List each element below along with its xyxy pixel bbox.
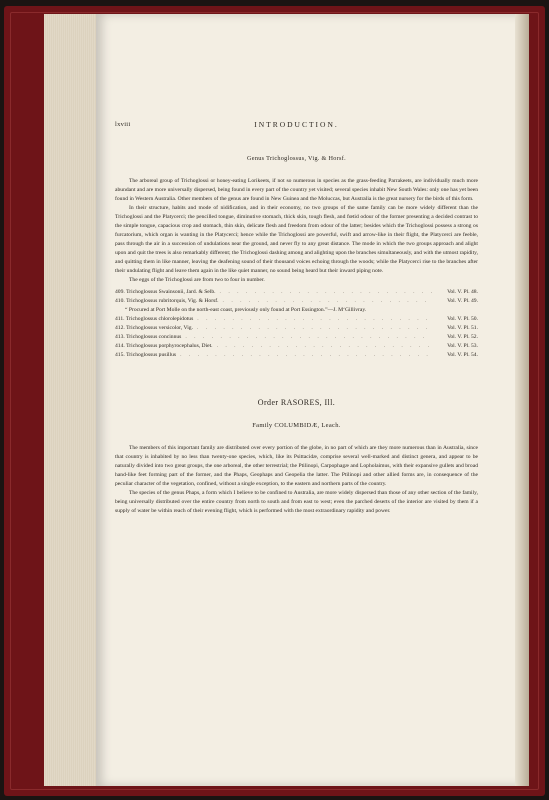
genus-paragraph: The eggs of the Trichoglossi are from two to four in number.	[129, 277, 265, 283]
plate-reference: Vol. V. Pl. 54.	[447, 352, 478, 358]
species-name: 409. Trichoglossus Swainsonii, Jard. & Selb.	[115, 289, 216, 295]
page-edges	[44, 14, 96, 786]
species-name: 411. Trichoglossus chlorolepidotus	[115, 316, 194, 322]
leader-dots	[219, 297, 432, 306]
species-entry	[115, 324, 478, 333]
running-head: INTRODUCTION.	[254, 120, 339, 129]
family-paragraph: The species of the genus Phaps, a form which I believe to be confined to Australia, are more widely dispersed than those of any other section of the family, being universally distributed over the entire country from north to south and from east to west; even the parched deserts of the interior are visited by them if a supply of water be within reach of their evening flight, which is performed with the most extraordinary rapidity and power.	[115, 490, 478, 514]
leader-dots	[181, 333, 432, 342]
plate-reference: Vol. V. Pl. 53.	[447, 343, 478, 349]
leader-dots	[193, 324, 432, 333]
species-name: 414. Trichoglossus porphyrocephalus, Diet.	[115, 343, 213, 349]
family-heading: Family COLUMBIDÆ, Leach.	[252, 422, 341, 429]
genus-paragraph: In their structure, habits and mode of nidification, and in their economy, no two groups of the same family can be more widely different than the Trichoglossi and the Platycerci; the pencilled tongue, diminutive stomach, thick skin, tough flesh, and fœtid odour of the former presenting a decided contrast to the simple tongue, capacious crop and stomach, thin skin, delicate flesh and freedom from odour of the latter; besides which the Trichoglossi possess a strong os furcatorium, which organ is wanting in the Platycerci; hence while the Trichoglossi are powerful, swift and arrow-like in their flight, the Platycerci are feeble, pass through the air in a succession of undulations near the ground, and never fly to any great distance. The mode in which the two groups approach and alight upon and quit the trees is also remarkably different; the Trichoglossi dashing among and alighting upon the branches simultaneously, and with the utmost rapidity, and quitting them in like manner, leaving the deafening sound of their thousand voices echoing through the woods; while the Platycerci rise to the branches after their undulating flight and leave them again in the like quiet manner, no sound being heard but their inward piping note.	[115, 205, 478, 274]
species-entry	[115, 297, 478, 306]
order-heading: Order RASORES, Ill.	[257, 398, 336, 407]
leader-dots	[176, 351, 432, 360]
species-name: 413. Trichoglossus concinnus	[115, 334, 182, 340]
leader-dots	[216, 288, 432, 297]
genus-heading: Genus Trichoglossus, Vig. & Horsf.	[247, 155, 346, 162]
species-entry	[115, 288, 478, 297]
species-name: 415. Trichoglossus pusillus	[115, 352, 177, 358]
species-name: 412. Trichoglossus versicolor, Vig.	[115, 325, 193, 331]
plate-reference: Vol. V. Pl. 48.	[447, 289, 478, 295]
plate-reference: Vol. V. Pl. 51.	[447, 325, 478, 331]
plate-reference: Vol. V. Pl. 49.	[447, 298, 478, 304]
species-list	[115, 288, 478, 360]
page-header	[115, 120, 478, 132]
species-entry	[115, 351, 478, 360]
family-paragraph: The members of this important family are distributed over every portion of the globe, in no part of which are they more numerous than in Australia, since that country is inhabited by no less than twenty-one species, which, like its Psittacidæ, comprise several well-marked and distinct genera, and appear to be naturally divided into two great groups, the one arboreal, the other terrestrial; the Ptilinopi, Carpophagæ and Lopholaimus, with their expansive gullets and broad hand-like feet forming part of the former, and the Phaps, Geophaps and Geopelia the latter. The Ptilinopi and other allied forms are, in consequence of the peculiar character of the vegetation, confined, without a single exception, to the eastern and northern parts of the country.	[115, 445, 478, 487]
species-entry	[115, 333, 478, 342]
species-name: 410. Trichoglossus rubritorquis, Vig. & Horsf.	[115, 298, 219, 304]
plate-reference: Vol. V. Pl. 52.	[447, 334, 478, 340]
spine-shadow	[515, 14, 529, 786]
species-entry	[115, 342, 478, 351]
leader-dots	[193, 315, 432, 324]
species-entry	[115, 315, 478, 324]
leader-dots	[213, 342, 432, 351]
plate-reference: Vol. V. Pl. 50.	[447, 316, 478, 322]
page-number: lxviii	[115, 121, 131, 128]
species-quote: “ Procured at Port Molle on the north-east coast, previously only found at Port Essington.”—J. M‘Gillivray.	[125, 307, 367, 313]
page-content	[115, 120, 478, 516]
genus-paragraph: The arboreal group of Trichoglossi or honey-eating Lorikeets, if not so numerous in species as the grass-feeding Parrakeets, are individually much more abundant and are more universally dispersed, being found in every part of the country yet visited; several species inhabit New South Wales: only one has yet been found in Western Australia. Other members of the genus are found in New Guinea and the Moluccas, but Australia is the great nursery for the birds of this form.	[115, 178, 478, 202]
